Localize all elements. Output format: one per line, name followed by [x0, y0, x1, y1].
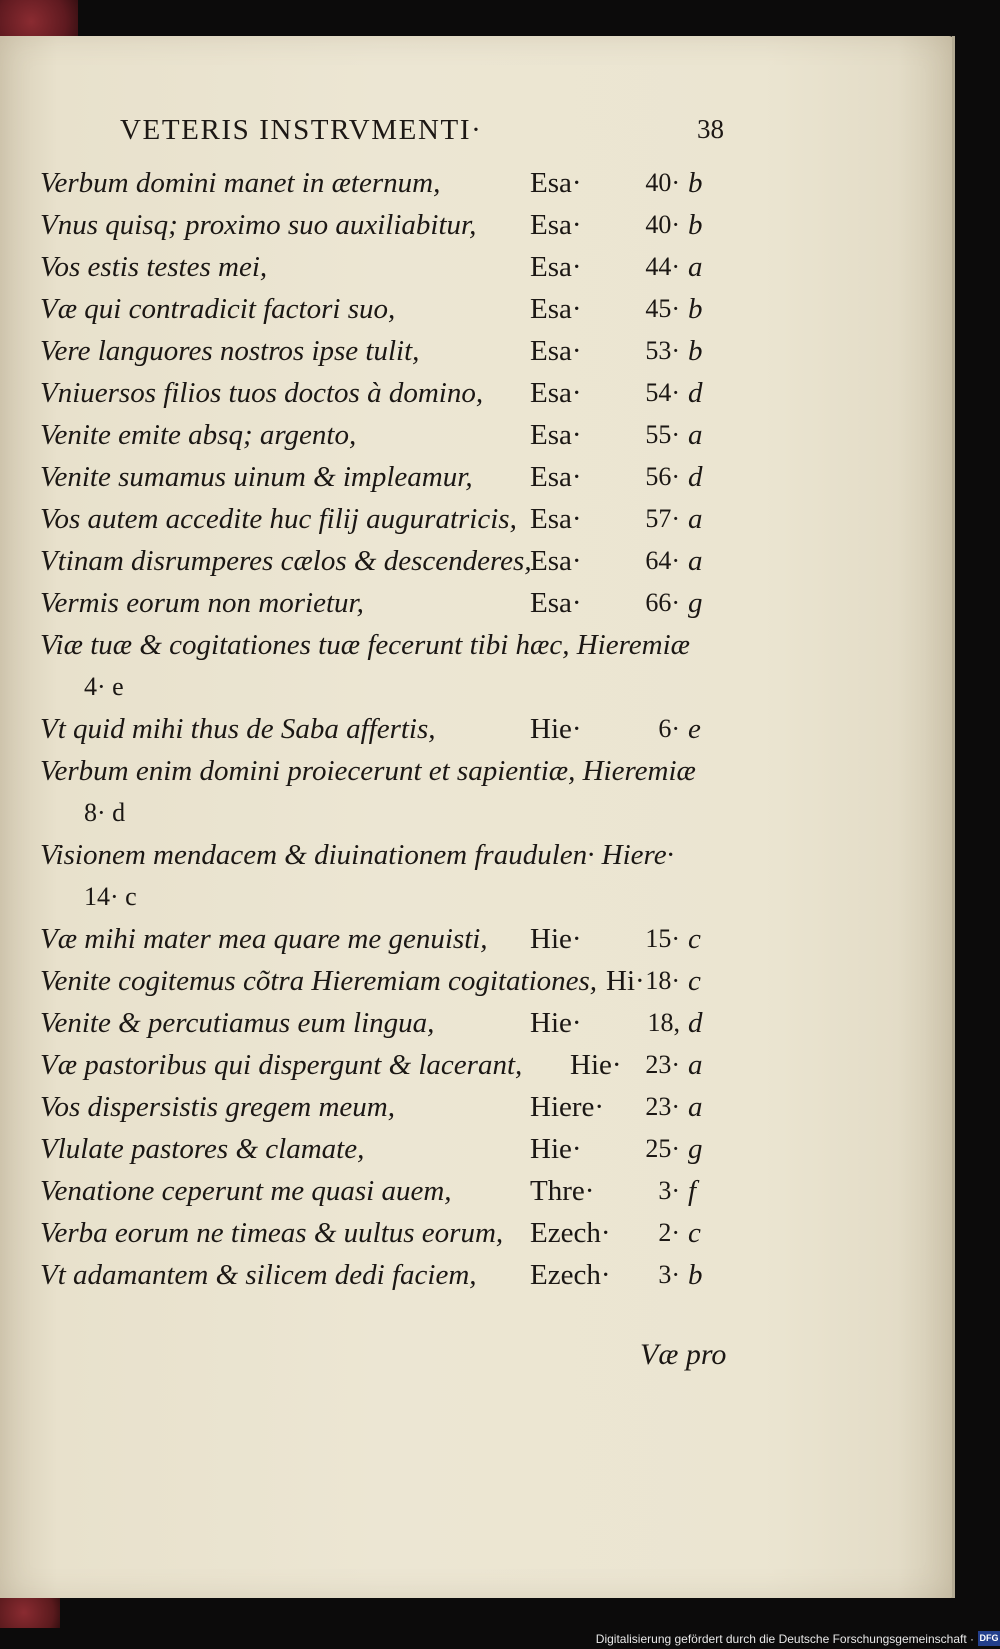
- entry-text: Venite sumamus uinum & impleamur,: [40, 461, 473, 493]
- index-entries: [40, 162, 730, 1296]
- entry-section: f: [688, 1175, 697, 1207]
- index-entry: [40, 582, 730, 624]
- entry-text: Vniuersos filios tuos doctos à domino,: [40, 377, 484, 409]
- entry-chapter: 23·: [645, 1092, 680, 1121]
- entry-text: Venatione ceperunt me quasi auem,: [40, 1175, 452, 1207]
- index-entry: [40, 1212, 730, 1254]
- entry-chapter: 45·: [645, 294, 680, 323]
- index-entry: [40, 708, 730, 750]
- digitization-credit: Digitalisierung gefördert durch die Deutsche Forschungsgemeinschaft ·: [595, 1632, 974, 1646]
- entry-chapter: 53·: [645, 336, 680, 365]
- page-edge: [952, 36, 955, 1598]
- entry-text: Vos estis testes mei,: [40, 251, 268, 283]
- page-header: [120, 114, 724, 154]
- entry-chapter: 55·: [645, 420, 680, 449]
- entry-text: Verbum domini manet in æternum,: [40, 167, 441, 199]
- entry-text: Væ mihi mater mea quare me genuisti,: [40, 923, 488, 955]
- entry-section: g: [688, 587, 703, 619]
- index-entry: [40, 1002, 730, 1044]
- entry-chapter: 57·: [645, 504, 680, 533]
- entry-book: Hie·: [530, 1133, 582, 1165]
- entry-section: b: [688, 1259, 703, 1291]
- index-entry: [40, 1170, 730, 1212]
- entry-text: Vt adamantem & silicem dedi faciem,: [40, 1259, 477, 1291]
- entry-chapter: 40·: [645, 168, 680, 197]
- entry-section: b: [688, 209, 703, 241]
- entry-book: Esa·: [530, 587, 582, 619]
- entry-section: e: [688, 713, 701, 745]
- entry-chapter: 56·: [645, 462, 680, 491]
- entry-chapter: 18,: [647, 1008, 680, 1037]
- index-entry: [40, 246, 730, 288]
- entry-book: Hiere·: [530, 1091, 605, 1123]
- entry-book: Thre·: [530, 1175, 595, 1207]
- entry-chapter: 3·: [658, 1176, 680, 1205]
- catchword: Væ pro: [640, 1338, 727, 1371]
- entry-book: Esa·: [530, 293, 582, 325]
- entry-chapter: 64·: [645, 546, 680, 575]
- entry-text: Verba eorum ne timeas & uultus eorum,: [40, 1217, 504, 1249]
- entry-section: c: [688, 923, 701, 955]
- entry-book: Esa·: [530, 503, 582, 535]
- index-entry: [40, 1044, 730, 1086]
- page-number: 38: [697, 114, 724, 144]
- entry-text: Venite emite absq; argento,: [40, 419, 357, 451]
- index-entry: [40, 1254, 730, 1296]
- entry-text: Vtinam disrumperes cælos & descenderes,: [40, 545, 532, 577]
- entry-chapter: 66·: [645, 588, 680, 617]
- index-entry: [40, 288, 730, 330]
- entry-section: d: [688, 461, 703, 493]
- entry-section: c: [688, 1217, 701, 1249]
- entry-text: Vlulate pastores & clamate,: [40, 1133, 365, 1165]
- entry-book: Ezech·: [530, 1259, 611, 1291]
- index-entry: [40, 204, 730, 246]
- entry-chapter: 15·: [645, 924, 680, 953]
- entry-section: b: [688, 167, 703, 199]
- index-entry: [40, 1128, 730, 1170]
- entry-section: a: [688, 1049, 703, 1081]
- entry-section: b: [688, 293, 703, 325]
- entry-section: a: [688, 1091, 703, 1123]
- entry-book: Ezech·: [530, 1217, 611, 1249]
- entry-chapter: 40·: [645, 210, 680, 239]
- index-entry: [40, 372, 730, 414]
- entry-book: Hie·: [530, 713, 582, 745]
- entry-text: Vnus quisq; proximo suo auxiliabitur,: [40, 209, 477, 241]
- entry-book: Esa·: [530, 545, 582, 577]
- entry-continuation: 8· d: [84, 798, 126, 827]
- entry-continuation: 4· e: [84, 672, 124, 701]
- entry-text: Viæ tuæ & cogitationes tuæ fecerunt tibi hæc, Hieremiæ: [40, 629, 691, 661]
- dfg-logo: DFG: [978, 1631, 1000, 1646]
- running-head: VETERIS INSTRVMENTI·: [120, 114, 483, 146]
- entry-chapter: 3·: [658, 1260, 680, 1289]
- entry-book: Hi·: [606, 965, 645, 997]
- entry-text: Vos autem accedite huc filij auguratricis,: [40, 503, 517, 535]
- entry-text: Vere languores nostros ipse tulit,: [40, 335, 420, 367]
- book-page: [0, 36, 955, 1598]
- entry-continuation: 14· c: [84, 882, 137, 911]
- entry-section: a: [688, 545, 703, 577]
- entry-book: Esa·: [530, 377, 582, 409]
- entry-book: Esa·: [530, 335, 582, 367]
- entry-chapter: 54·: [645, 378, 680, 407]
- entry-section: g: [688, 1133, 703, 1165]
- entry-section: d: [688, 1007, 703, 1039]
- entry-book: Esa·: [530, 419, 582, 451]
- index-entry: [40, 834, 730, 918]
- index-entry: [40, 414, 730, 456]
- entry-text: Væ qui contradicit factori suo,: [40, 293, 396, 325]
- entry-section: a: [688, 503, 703, 535]
- index-entry: [40, 162, 730, 204]
- entry-section: b: [688, 335, 703, 367]
- entry-book: Esa·: [530, 461, 582, 493]
- entry-text: Vt quid mihi thus de Saba affertis,: [40, 713, 436, 745]
- index-entry: [40, 1086, 730, 1128]
- entry-section: a: [688, 251, 703, 283]
- entry-chapter: 18·: [645, 966, 680, 995]
- index-entry: [40, 456, 730, 498]
- entry-section: a: [688, 419, 703, 451]
- entry-book: Esa·: [530, 209, 582, 241]
- entry-text: Visionem mendacem & diuinationem fraudulen· Hiere·: [40, 839, 674, 871]
- index-entry: [40, 330, 730, 372]
- entry-section: c: [688, 965, 701, 997]
- entry-book: Hie·: [570, 1049, 622, 1081]
- index-entry: [40, 498, 730, 540]
- entry-chapter: 44·: [645, 252, 680, 281]
- index-entry: [40, 750, 730, 834]
- index-entry: [40, 540, 730, 582]
- entry-book: Esa·: [530, 167, 582, 199]
- entry-text: Vos dispersistis gregem meum,: [40, 1091, 395, 1123]
- entry-chapter: 23·: [645, 1050, 680, 1079]
- entry-chapter: 6·: [658, 714, 680, 743]
- entry-text: Venite & percutiamus eum lingua,: [40, 1007, 435, 1039]
- index-entry: [40, 624, 730, 708]
- index-entry: [40, 918, 730, 960]
- entry-text: Væ pastoribus qui dispergunt & lacerant,: [40, 1049, 523, 1081]
- entry-chapter: 25·: [645, 1134, 680, 1163]
- entry-section: d: [688, 377, 703, 409]
- index-entry: [40, 960, 730, 1002]
- entry-text: Verbum enim domini proiecerunt et sapientiæ, Hieremiæ: [40, 755, 696, 787]
- entry-book: Hie·: [530, 923, 582, 955]
- entry-book: Hie·: [530, 1007, 582, 1039]
- entry-chapter: 2·: [658, 1218, 680, 1247]
- entry-book: Esa·: [530, 251, 582, 283]
- entry-text: Vermis eorum non morietur,: [40, 587, 364, 619]
- entry-text: Venite cogitemus cõtra Hieremiam cogitationes,: [40, 965, 598, 997]
